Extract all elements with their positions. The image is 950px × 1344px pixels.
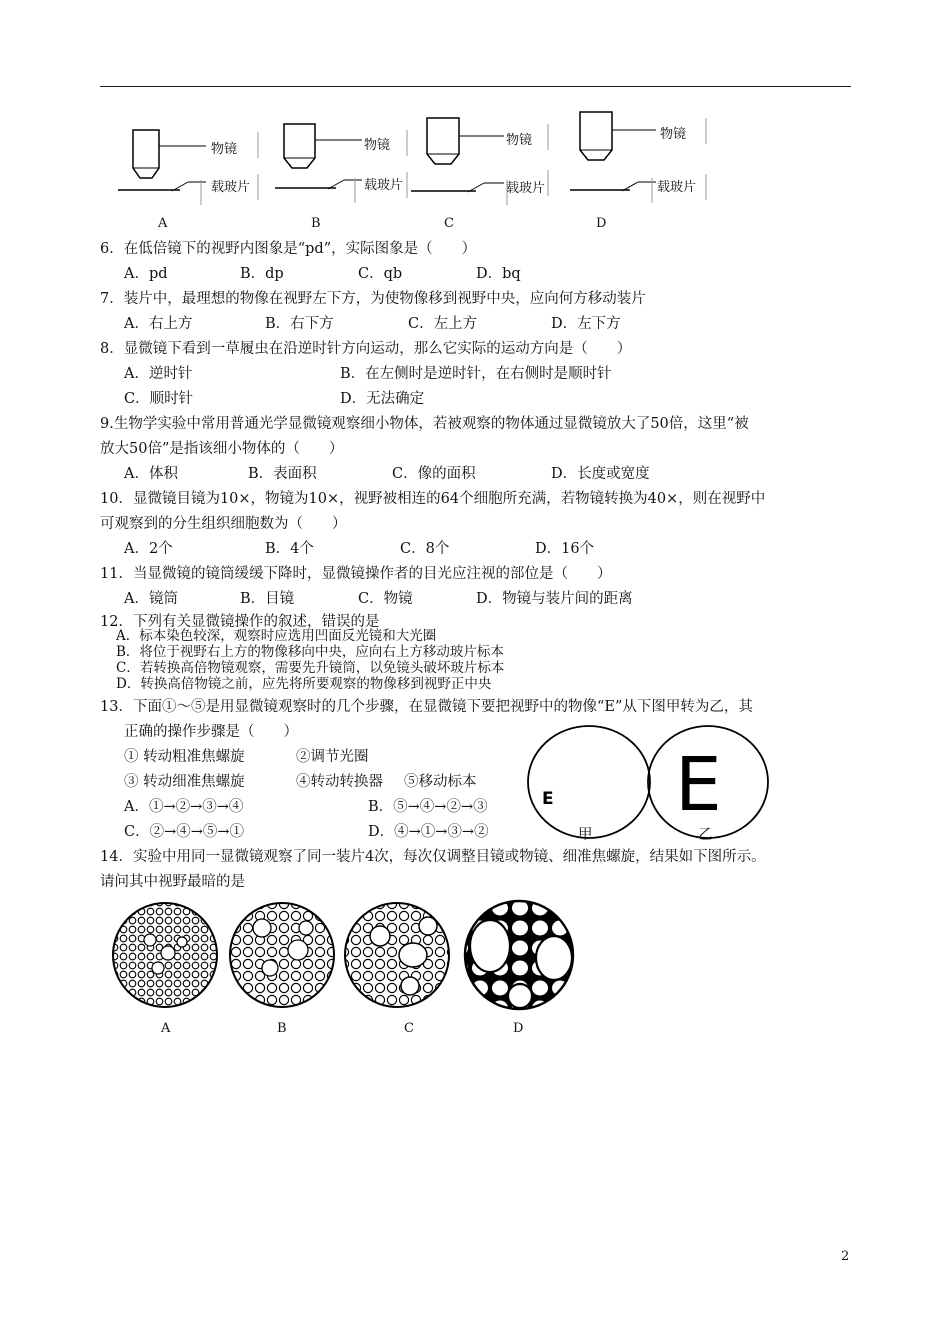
question-10-option-c: C．8个 [400,541,450,557]
question-7-stem: 7．装片中，最理想的物像在视野左下方，为使物像移到视野中央，应向何方移动装片 [100,291,646,307]
question-13-step-2: ②调节光圈 [296,749,369,765]
question-8-option-c: C．顺时针 [124,391,194,407]
objective-diagram-figure [100,100,860,240]
question-11-option-d: D．物镜与装片间的距离 [476,591,633,607]
question-11-option-a: A．镜筒 [124,591,178,607]
question-8-option-d: D．无法确定 [340,391,425,407]
microscope-views-figure [110,898,580,1018]
view-label-b: B [277,1021,287,1036]
question-11-option-b: B．目镜 [240,591,295,607]
question-6-option-c: C．qb [358,266,403,282]
field-of-view-figure [525,722,770,842]
view-b [225,898,337,1010]
question-14-stem-line1: 14．实验中用同一显微镜观察了同一装片4次，每次仅调整目镜或物镜、细准焦螺旋，结果如下图所示。 [100,849,766,865]
question-13-option-b: B．⑤→④→②→③ [368,799,488,815]
question-9-option-d: D．长度或宽度 [551,466,650,482]
question-10-option-d: D．16个 [535,541,595,557]
slide-label-d: 载玻片 [657,180,697,195]
question-11-stem: 11．当显微镜的镜筒缓缓下降时，显微镜操作者的目光应注视的部位是（ ） [100,566,612,582]
question-10-stem-line2: 可观察到的分生组织细胞数为（ ） [100,516,347,532]
question-12-option-a: A．标本染色较深，观察时应选用凹面反光镜和大光圈 [116,628,437,644]
question-7-option-b: B．右下方 [265,316,334,332]
diagram-label-a: A [158,216,168,231]
question-8-option-b: B．在左侧时是逆时针，在右侧时是顺时针 [340,366,612,382]
question-9-stem-line1: 9.生物学实验中常用普通光学显微镜观察细小物体，若被观察的物体通过显微镜放大了50倍，这里“被 [100,416,749,432]
diagram-label-b: B [311,216,321,231]
question-8-stem: 8．显微镜下看到一草履虫在沿逆时针方向运动，那么它实际的运动方向是（ ） [100,341,632,357]
question-9-stem-line2: 放大50倍”是指该细小物体的（ ） [100,441,344,457]
question-6-option-d: D．bq [476,266,521,282]
question-12-option-b: B．将位于视野右上方的物像移向中央，应向右上方移动玻片标本 [116,644,504,660]
question-7-option-a: A．右上方 [124,316,193,332]
large-e-letter: E [675,742,722,828]
figure-label-yi: 乙 [698,827,713,843]
question-7-option-c: C．左上方 [408,316,478,332]
slide-label-c: 载玻片 [506,181,546,196]
field-of-view-jia [528,726,650,838]
question-7-option-d: D．左下方 [551,316,621,332]
view-label-a: A [161,1021,171,1036]
question-9-option-a: A．体积 [124,466,178,482]
question-10-option-a: A．2个 [124,541,173,557]
view-label-d: D [513,1021,524,1036]
view-a [110,898,222,1010]
question-13-step-1: ① 转动粗准焦螺旋 [124,749,245,765]
question-6-stem: 6．在低倍镜下的视野内图象是“pd”，实际图象是（ ） [100,241,477,257]
question-9-option-b: B．表面积 [248,466,317,482]
objective-label-d: 物镜 [660,127,687,142]
question-10-stem-line1: 10．显微镜目镜为10×，物镜为10×，视野被相连的64个细胞所充满，若物镜转换为40×，则在视野中 [100,491,766,507]
question-13-stem-line2: 正确的操作步骤是（ ） [124,724,298,740]
objective-label-b: 物镜 [364,138,391,153]
question-13-step-5: ⑤移动标本 [404,774,477,790]
diagram-label-d: D [596,216,607,231]
question-14-stem-line2: 请问其中视野最暗的是 [100,874,245,890]
question-13-step-4: ④转动转换器 [296,774,383,790]
slide-label-a: 载玻片 [211,180,251,195]
objective-label-a: 物镜 [211,142,238,157]
diagram-label-c: C [444,216,454,231]
objective-label-c: 物镜 [506,133,533,148]
question-13-option-a: A．①→②→③→④ [124,799,244,815]
question-13-option-d: D．④→①→③→② [368,824,489,840]
question-13-stem-line1: 13．下面①～⑤是用显微镜观察时的几个步骤，在显微镜下要把视野中的物像“E”从下图甲转为乙，其 [100,699,753,715]
question-12-option-d: D．转换高倍物镜之前，应先将所要观察的物像移到视野正中央 [116,676,492,692]
question-6-option-a: A．pd [124,266,168,282]
question-6-option-b: B．dp [240,266,284,282]
view-label-c: C [404,1021,414,1036]
question-8-option-a: A．逆时针 [124,366,193,382]
question-12-option-c: C．若转换高倍物镜观察，需要先升镜筒，以免镜头破坏玻片标本 [116,660,505,676]
question-13-step-3: ③ 转动细准焦螺旋 [124,774,245,790]
slide-label-b: 载玻片 [364,178,404,193]
question-12-stem: 12．下列有关显微镜操作的叙述，错误的是 [100,614,380,630]
question-11-option-c: C．物镜 [358,591,413,607]
question-9-option-c: C．像的面积 [392,466,476,482]
figure-label-jia: 甲 [578,827,593,843]
header-rule [100,86,851,87]
view-d [464,898,576,1010]
question-13-option-c: C．②→④→⑤→① [124,824,245,840]
view-c [340,898,452,1010]
question-10-option-b: B．4个 [265,541,314,557]
small-e-letter: E [542,789,554,809]
page-number: 2 [841,1249,850,1264]
